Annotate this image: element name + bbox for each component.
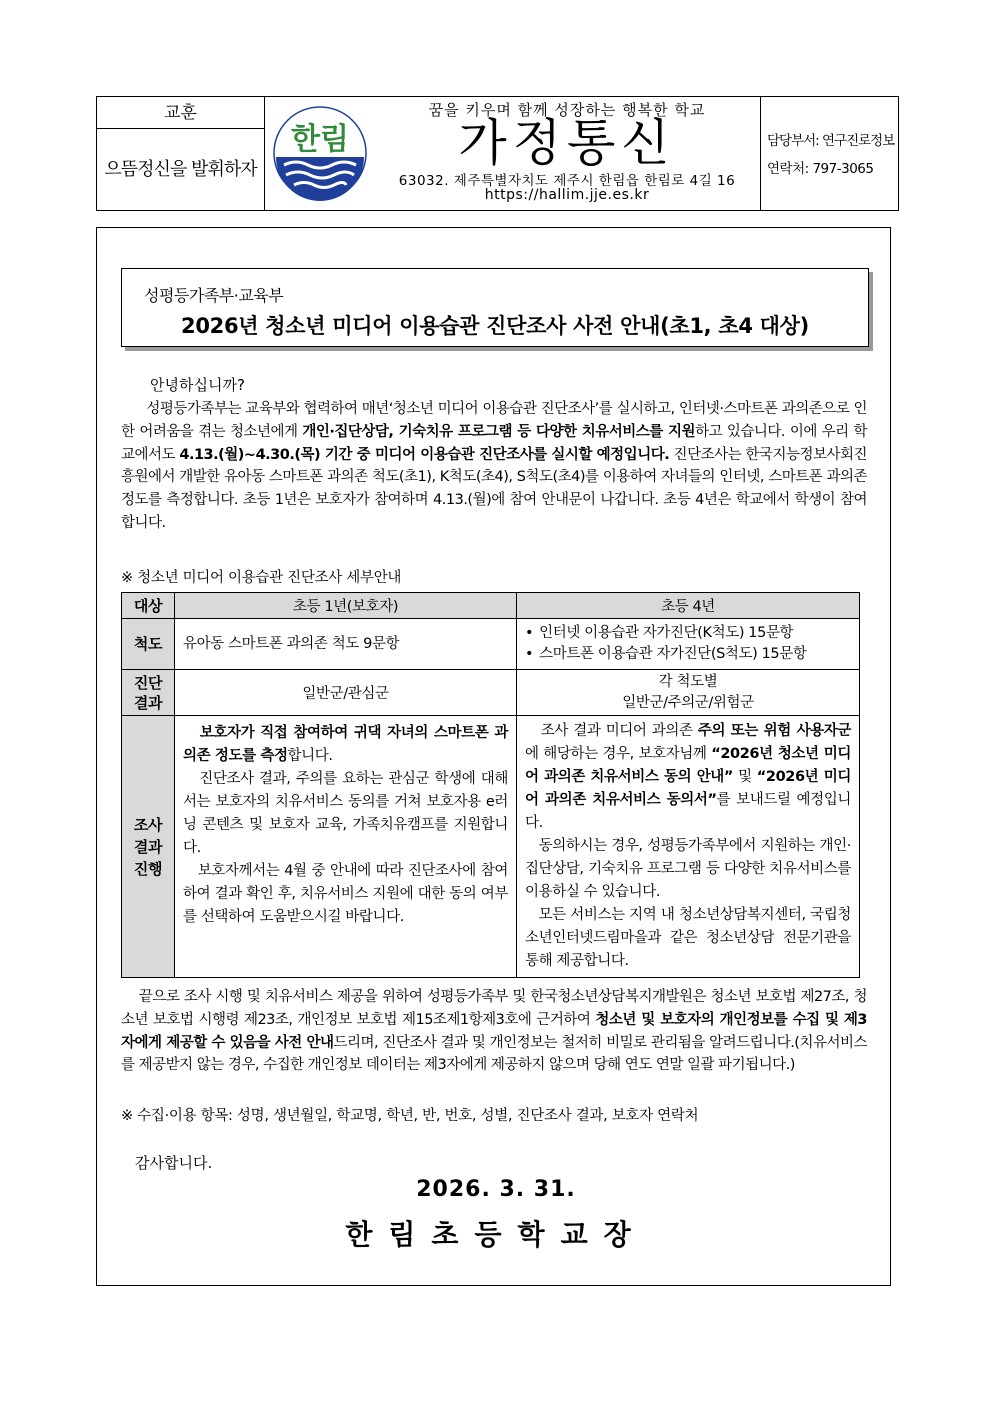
table-caption: ※ 청소년 미디어 이용습관 진단조사 세부안내: [121, 570, 402, 586]
phone-number: 연락처: 797-3065: [767, 161, 874, 177]
school-motto: 으뜸정신을 발휘하자: [97, 129, 265, 210]
grade4-process: 조사 결과 미디어 과의존 주의 또는 위험 사용자군에 해당하는 경우, 보호자님께 “2026년 청소년 미디어 과의존 치유서비스 동의 안내” 및 “2026년 미디어 과의존 치유서비스 동의서”를 보내드릴 예정입니다. 동의하시는 경우, 성평등가족부에서 지원하는 개인·집단상담, 기숙치유 프로그램 등 다양한 치유서비스를 이용하실 수 있습니다. 모든 서비스는 지역 내 청소년상담복지센터, 국립청소년인터넷드림마을과 같은 청소년상담 전문기관을 통해 제공합니다.: [517, 716, 860, 978]
list-item: • 스마트폰 이용습관 자가진단(S척도) 15문항: [525, 644, 851, 665]
header-grade1: 초등 1년(보호자): [175, 593, 517, 619]
school-logo-icon: [272, 105, 368, 201]
school-slogan: 꿈을 키우며 함께 성장하는 행복한 학교: [428, 101, 706, 119]
motto-label: 교훈: [97, 97, 265, 129]
header-grade4: 초등 4년: [517, 593, 860, 619]
newsletter-title: 가정통신: [458, 114, 676, 172]
grade1-scale: 유아동 스마트폰 과의존 척도 9문항: [175, 619, 517, 670]
list-item: • 인터넷 이용습관 자가진단(K척도) 15문항: [525, 623, 851, 644]
greeting: 안녕하십니까?: [150, 376, 245, 394]
survey-detail-table: [121, 592, 860, 978]
header-target: 대상: [122, 593, 175, 619]
row-process-label: 조사 결과 진행: [122, 716, 175, 978]
grade4-scale: [517, 619, 860, 670]
row-scale-label: 척도: [122, 619, 175, 670]
grade1-result: 일반군/관심군: [175, 670, 517, 716]
logo-text: 한림: [291, 122, 349, 157]
notice-title-box: [121, 268, 869, 347]
ministry-label: 성평등가족부·교육부: [144, 286, 284, 305]
newsletter-header: [96, 96, 899, 211]
grade1-process: 보호자가 직접 참여하여 귀댁 자녀의 스마트폰 과의존 정도를 측정합니다. 진단조사 결과, 주의를 요하는 관심군 학생에 대해서는 보호자의 치유서비스 동의를 거쳐 보호자용 e러닝 콘텐츠 및 보호자 교육, 가족치유캠프를 지원합니다. 보호자께서는 4월 중 안내에 따라 진단조사에 참여하여 결과 확인 후, 치유서비스 지원에 대한 동의 여부를 선택하여 도움받으시길 바랍니다.: [175, 716, 517, 978]
row-result-label: 진단 결과: [122, 670, 175, 716]
school-url[interactable]: https://hallim.jje.es.kr: [484, 187, 650, 203]
principal-signature: 한림초등학교장: [345, 1218, 647, 1251]
collected-items-note: ※ 수집·이용 항목: 성명, 생년월일, 학교명, 학년, 반, 번호, 성별, 진단조사 결과, 보호자 연락처: [121, 1108, 699, 1124]
grade4-result: 각 척도별 일반군/주의군/위험군: [517, 670, 860, 716]
department: 담당부서: 연구진로정보: [767, 133, 895, 149]
issue-date: 2026. 3. 31.: [416, 1177, 576, 1202]
school-address: 63032. 제주특별자치도 제주시 한림읍 한림로 4길 16: [398, 173, 736, 189]
thanks-text: 감사합니다.: [135, 1154, 213, 1172]
contact-box: [760, 97, 898, 210]
notice-title: 2026년 청소년 미디어 이용습관 진단조사 사전 안내(초1, 초4 대상): [181, 314, 809, 338]
intro-paragraph: 성평등가족부는 교육부와 협력하여 매년‘청소년 미디어 이용습관 진단조사’를 실시하고, 인터넷·스마트폰 과의존으로 인한 어려움을 겪는 청소년에게 개인·집단상담, 기숙치유 프로그램 등 다양한 치유서비스를 지원하고 있습니다. 이에 우리 학교에서도 4.13.(월)~4.30.(목) 기간 중 미디어 이용습관 진단조사를 실시할 예정입니다. 진단조사는 한국지능정보사회진흥원에서 개발한 유아동 스마트폰 과의존 척도(초1), K척도(초4), S척도(초4)를 이용하여 자녀들의 인터넷, 스마트폰 과의존 정도를 측정합니다. 초등 1년은 보호자가 참여하며 4.13.(월)에 참여 안내문이 나갑니다. 초등 4년은 학교에서 학생이 참여합니다.: [121, 401, 868, 531]
closing-paragraph: 끝으로 조사 시행 및 치유서비스 제공을 위하여 성평등가족부 및 한국청소년상담복지개발원은 청소년 보호법 제27조, 청소년 보호법 시행령 제23조, 개인정보 보호법 제15조제1항제3호에 근거하여 청소년 및 보호자의 개인정보를 수집 및 제3자에게 제공할 수 있음을 사전 안내드리며, 진단조사 결과 및 개인정보는 철저히 비밀로 관리됨을 알려드립니다.(치유서비스를 제공받지 않는 경우, 수집한 개인정보 데이터는 제3자에게 제공하지 않으며 당해 연도 연말 일괄 파기됩니다.): [121, 989, 868, 1074]
